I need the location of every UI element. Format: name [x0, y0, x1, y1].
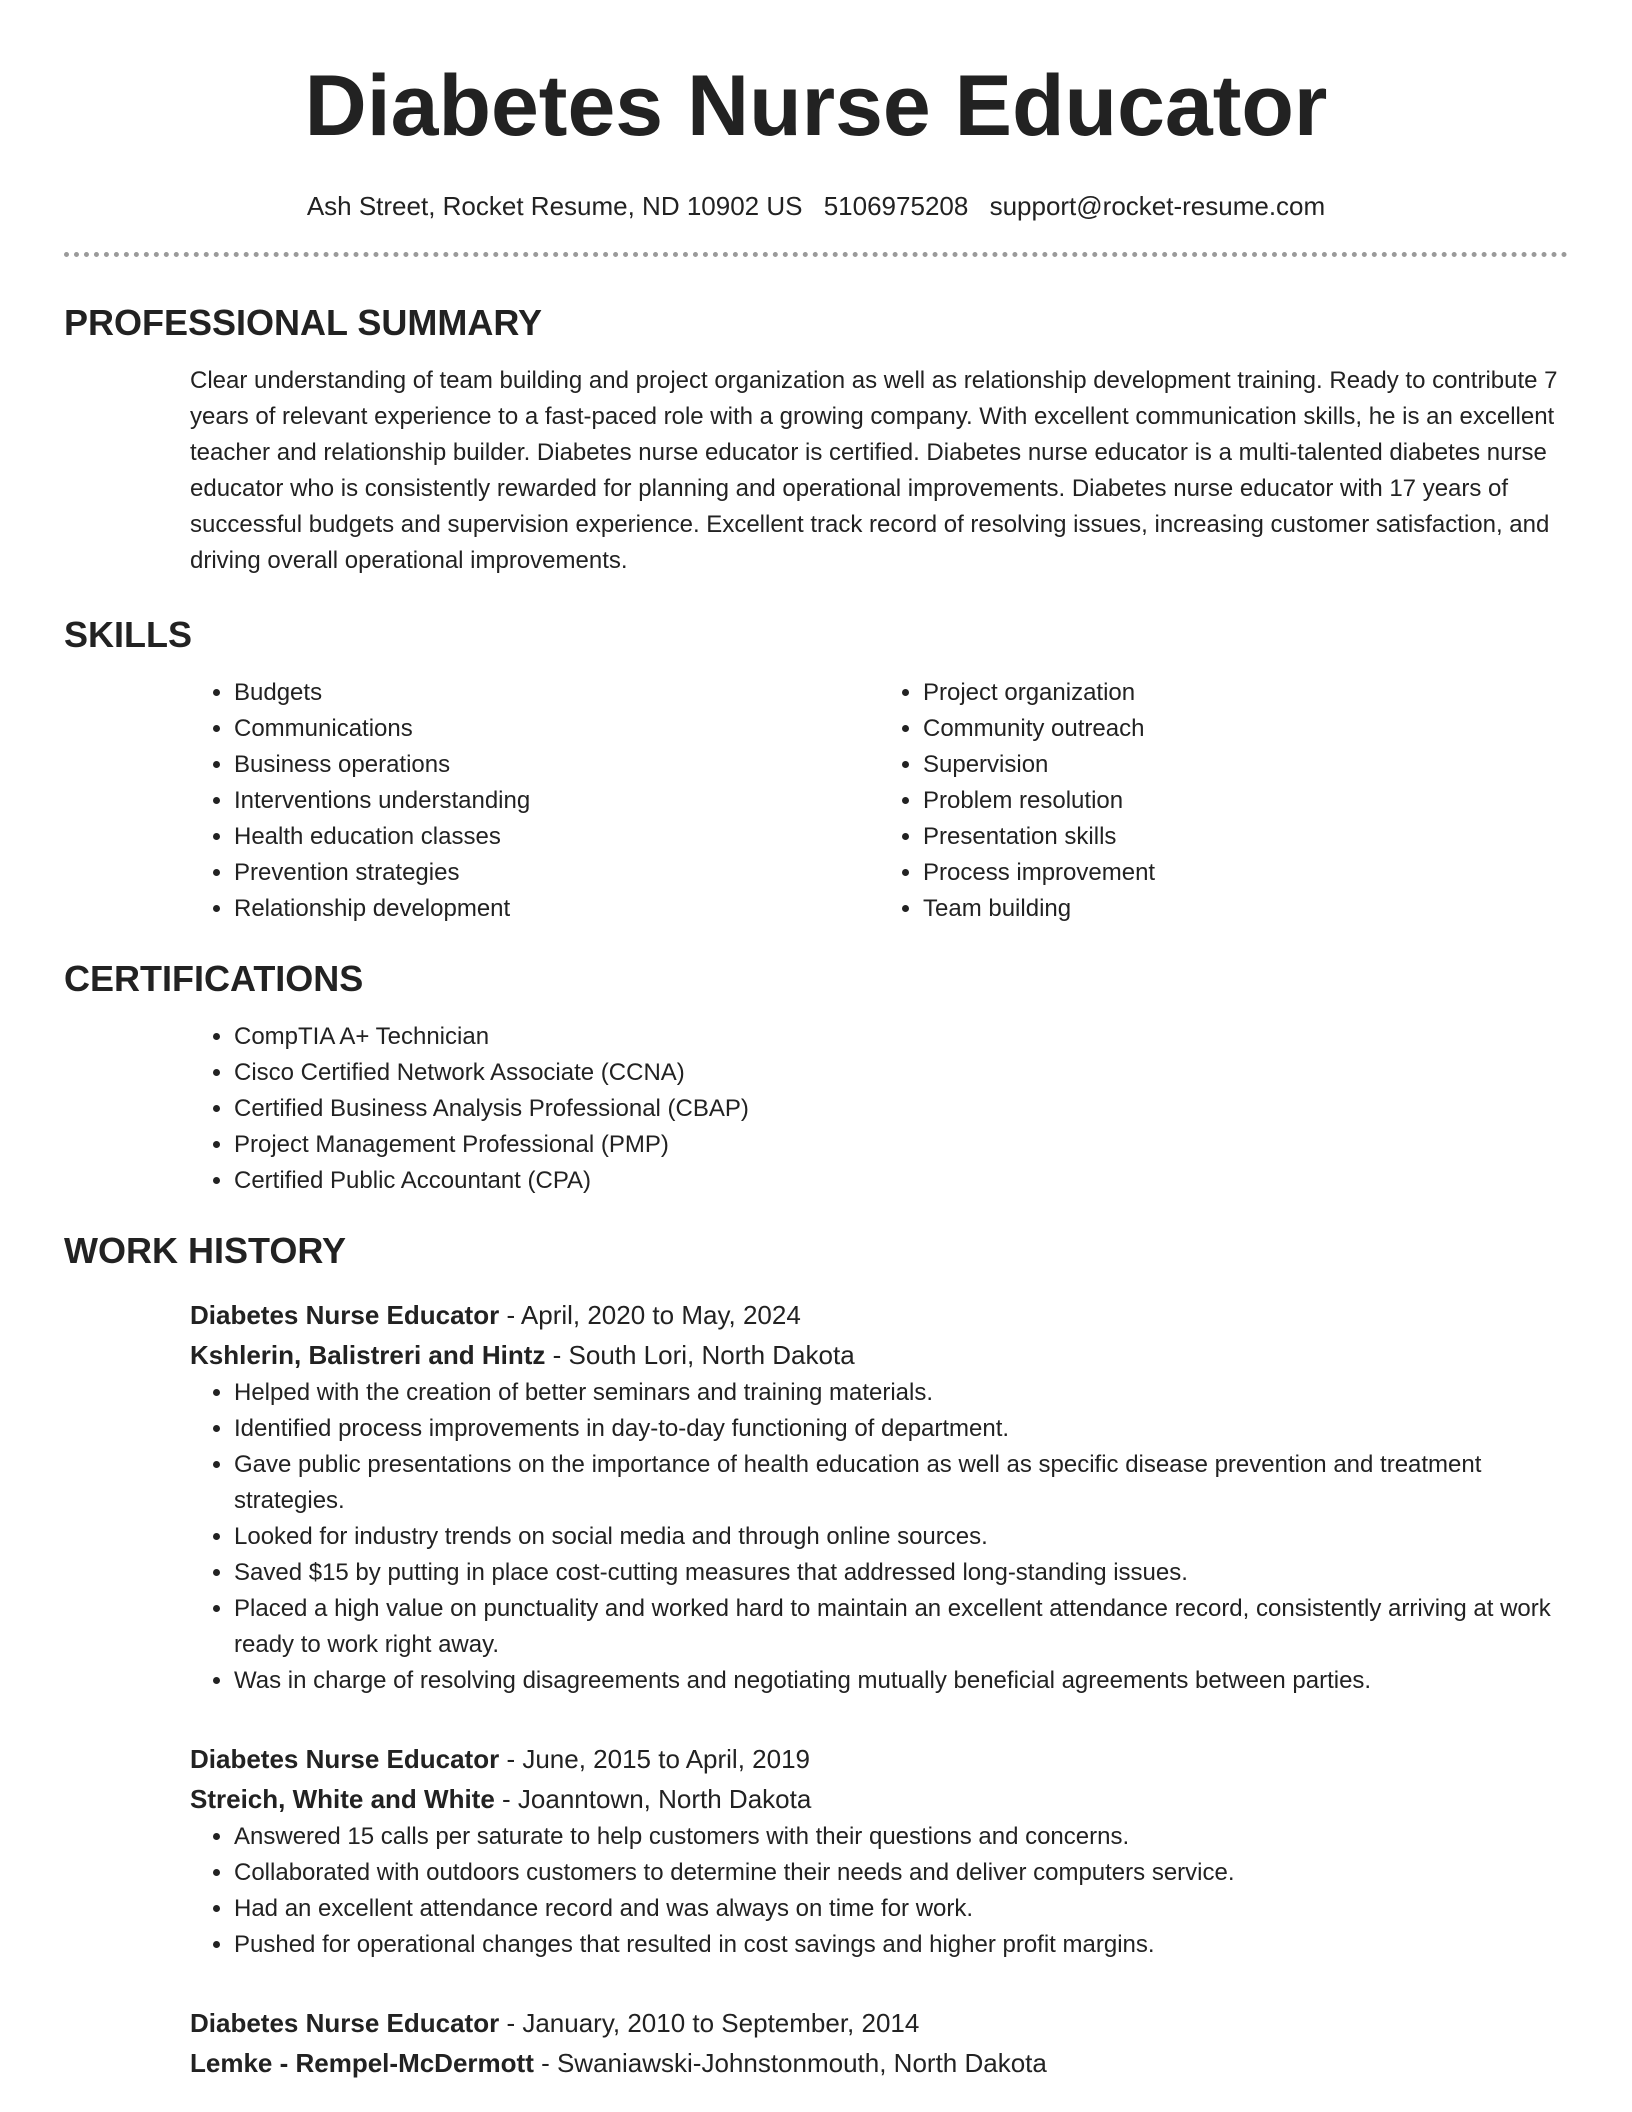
job-title-line — [190, 1295, 1568, 1335]
skills-list — [190, 675, 1568, 927]
certifications-bullets — [190, 1019, 1568, 1199]
job-role: Diabetes Nurse Educator — [190, 2008, 500, 2038]
job-entry — [190, 2003, 1568, 2083]
job-duty: • Helped with the creation of better seminars and training materials. — [234, 1375, 1568, 1411]
job-role: Diabetes Nurse Educator — [190, 1300, 500, 1330]
job-location: - Joanntown, North Dakota — [494, 1784, 812, 1814]
work-history-heading: WORK HISTORY — [64, 1230, 347, 1271]
job-location: - Swaniawski-Johnstonmouth, North Dakota — [533, 2048, 1047, 2078]
skills-heading: SKILLS — [64, 614, 193, 655]
job-dates: - January, 2010 to September, 2014 — [499, 2008, 920, 2038]
job-entry — [190, 1295, 1568, 1699]
job-duty: • Identified process improvements in day-to-day functioning of department. — [234, 1411, 1568, 1447]
skill-item: • Team building — [923, 891, 1568, 927]
job-duty: • Looked for industry trends on social media and through online sources. — [234, 1519, 1568, 1555]
certification-item: • Certified Business Analysis Professional (CBAP) — [234, 1091, 1568, 1127]
skill-item: • Presentation skills — [923, 819, 1568, 855]
skill-item: • Community outreach — [923, 711, 1568, 747]
skill-item: • Business operations — [234, 747, 879, 783]
skill-item: • Relationship development — [234, 891, 879, 927]
job-duty: • Was in charge of resolving disagreements and negotiating mutually beneficial agreements between parties. — [234, 1663, 1568, 1699]
skill-item: • Process improvement — [923, 855, 1568, 891]
job-duties — [190, 1819, 1568, 1963]
job-title-line — [190, 1739, 1568, 1779]
contact-phone: 5106975208 — [823, 191, 969, 221]
skills-column-left — [190, 675, 879, 927]
skill-item: • Communications — [234, 711, 879, 747]
candidate-name: Diabetes Nurse Educator — [304, 58, 1328, 154]
job-role: Diabetes Nurse Educator — [190, 1744, 500, 1774]
header-divider — [64, 252, 1568, 257]
contact-line — [64, 190, 1568, 222]
job-dates: - April, 2020 to May, 2024 — [499, 1300, 801, 1330]
job-company: Streich, White and White — [190, 1784, 495, 1814]
skill-item: • Problem resolution — [923, 783, 1568, 819]
job-title-line — [190, 2003, 1568, 2043]
skills-column-right — [879, 675, 1568, 927]
contact-email: support@rocket-resume.com — [989, 191, 1326, 221]
skill-item: • Project organization — [923, 675, 1568, 711]
job-entry — [190, 1739, 1568, 1963]
skill-item: • Prevention strategies — [234, 855, 879, 891]
certification-item: • CompTIA A+ Technician — [234, 1019, 1568, 1055]
job-duty: • Gave public presentations on the importance of health education as well as specific disease prevention and treatment strategies. — [234, 1447, 1568, 1519]
certification-item: • Certified Public Accountant (CPA) — [234, 1163, 1568, 1199]
skill-item: • Health education classes — [234, 819, 879, 855]
skill-item: • Interventions understanding — [234, 783, 879, 819]
job-company-line — [190, 1779, 1568, 1819]
certification-item: • Project Management Professional (PMP) — [234, 1127, 1568, 1163]
job-duty: • Answered 15 calls per saturate to help customers with their questions and concerns. — [234, 1819, 1568, 1855]
job-location: - South Lori, North Dakota — [545, 1340, 855, 1370]
skill-item: • Budgets — [234, 675, 879, 711]
contact-address: Ash Street, Rocket Resume, ND 10902 US — [306, 191, 803, 221]
certifications-list — [190, 1019, 1568, 1199]
job-company: Lemke - Rempel-McDermott — [190, 2048, 534, 2078]
summary-text: Clear understanding of team building and project organization as well as relationship development training. Ready to contribute 7 years of relevant experience to a fast-paced role with a growing company. With excellent communication skills, he is an excellent teacher and relationship builder. Diabetes nurse educator is certified. Diabetes nurse educator is a multi-talented diabetes nurse educator who is consistently rewarded for planning and operational improvements. Diabetes nurse educator with 17 years of successful budgets and supervision experience. Excellent track record of resolving issues, increasing customer satisfaction, and driving overall operational improvements. — [190, 367, 1558, 574]
job-duties — [190, 1375, 1568, 1699]
certifications-heading: CERTIFICATIONS — [64, 958, 364, 999]
job-dates: - June, 2015 to April, 2019 — [499, 1744, 810, 1774]
summary-heading: PROFESSIONAL SUMMARY — [64, 302, 543, 343]
job-duty: • Had an excellent attendance record and was always on time for work. — [234, 1891, 1568, 1927]
job-duty: • Pushed for operational changes that resulted in cost savings and higher profit margins. — [234, 1927, 1568, 1963]
job-duty: • Saved $15 by putting in place cost-cutting measures that addressed long-standing issues. — [234, 1555, 1568, 1591]
certification-item: • Cisco Certified Network Associate (CCNA) — [234, 1055, 1568, 1091]
job-duty: • Placed a high value on punctuality and worked hard to maintain an excellent attendance record, consistently arriving at work ready to work right away. — [234, 1591, 1568, 1663]
job-company-line — [190, 2043, 1568, 2083]
job-company: Kshlerin, Balistreri and Hintz — [190, 1340, 546, 1370]
skill-item: • Supervision — [923, 747, 1568, 783]
job-duty: • Collaborated with outdoors customers to determine their needs and deliver computers service. — [234, 1855, 1568, 1891]
job-company-line — [190, 1335, 1568, 1375]
